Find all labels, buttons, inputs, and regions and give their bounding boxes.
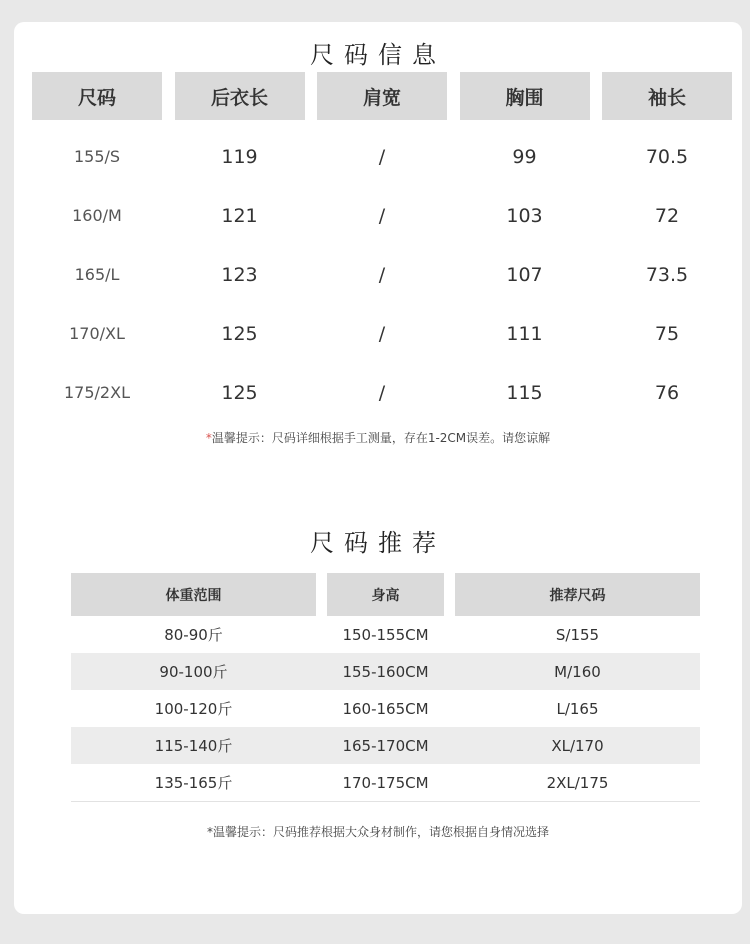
size-recommend-header-cell: 体重范围	[71, 573, 316, 616]
table-cell: 115	[506, 381, 543, 404]
size-recommend-title: 尺码推荐	[310, 529, 446, 557]
size-card	[14, 22, 742, 914]
size-info-header-cell: 肩宽	[317, 72, 447, 120]
table-cell: 175/2XL	[64, 383, 130, 402]
size-recommend-note	[14, 823, 742, 840]
table-row	[32, 186, 732, 245]
table-cell: 119	[221, 145, 258, 168]
table-cell: XL/170	[551, 736, 604, 755]
table-row	[71, 690, 700, 727]
table-cell: 115-140斤	[154, 737, 233, 755]
size-recommend-body	[71, 616, 700, 802]
table-cell: 100-120斤	[154, 700, 233, 718]
table-cell: 70.5	[645, 145, 689, 168]
table-cell: 111	[506, 322, 543, 345]
size-info-title: 尺码信息	[310, 41, 446, 69]
size-info-header-cell: 胸围	[460, 72, 590, 120]
table-cell: 160/M	[72, 206, 122, 225]
size-info-note	[14, 429, 742, 446]
table-cell: 155-160CM	[342, 662, 429, 681]
table-row	[32, 304, 732, 363]
table-cell: 125	[221, 381, 258, 404]
table-cell: 72	[654, 204, 680, 227]
table-cell: 121	[221, 204, 258, 227]
table-cell: 160-165CM	[342, 699, 429, 718]
size-info-header-row	[32, 72, 732, 120]
table-row	[71, 764, 700, 801]
note-asterisk: *	[205, 431, 212, 445]
table-cell: S/155	[555, 625, 600, 644]
table-cell: 76	[654, 381, 680, 404]
table-cell: 155/S	[73, 147, 121, 166]
size-info-table	[32, 72, 732, 422]
table-cell: 165/L	[74, 265, 120, 284]
size-info-note-text: 温馨提示：尺码详细根据手工测量，存在1-2CM误差。请您谅解	[211, 431, 551, 445]
size-info-header-cell: 尺码	[32, 72, 162, 120]
size-info-body	[32, 120, 732, 422]
table-cell: 90-100斤	[159, 663, 228, 681]
table-row	[71, 653, 700, 690]
size-info-header-cell: 袖长	[602, 72, 732, 120]
size-info-header-cell: 后衣长	[175, 72, 305, 120]
table-cell: /	[378, 145, 386, 168]
table-cell: /	[378, 381, 386, 404]
table-cell: 80-90斤	[164, 626, 223, 644]
table-cell: 150-155CM	[342, 625, 429, 644]
table-row	[32, 127, 732, 186]
table-cell: 125	[221, 322, 258, 345]
table-cell: /	[378, 263, 386, 286]
table-cell: 165-170CM	[342, 736, 429, 755]
note-asterisk: *	[206, 825, 213, 839]
size-recommend-note-text: 温馨提示：尺码推荐根据大众身材制作，请您根据自身情况选择	[212, 825, 549, 839]
table-cell: /	[378, 322, 386, 345]
table-cell: 123	[221, 263, 258, 286]
table-cell: 2XL/175	[546, 773, 609, 792]
table-cell: 75	[654, 322, 680, 345]
table-row	[71, 727, 700, 764]
table-cell: /	[378, 204, 386, 227]
table-cell: 103	[506, 204, 543, 227]
size-recommend-header-cell: 推荐尺码	[455, 573, 700, 616]
table-cell: 73.5	[645, 263, 689, 286]
size-recommend-header-cell: 身高	[327, 573, 444, 616]
table-row	[71, 616, 700, 653]
table-cell: M/160	[554, 662, 601, 681]
table-cell: 99	[512, 145, 537, 168]
table-cell: 170-175CM	[342, 773, 429, 792]
table-cell: 170/XL	[69, 324, 125, 343]
table-cell: L/165	[556, 699, 599, 718]
size-recommend-header-row	[71, 573, 700, 616]
size-recommend-table	[71, 573, 700, 802]
table-row	[32, 363, 732, 422]
table-cell: 135-165斤	[154, 774, 233, 792]
table-row	[32, 245, 732, 304]
table-cell: 107	[506, 263, 543, 286]
